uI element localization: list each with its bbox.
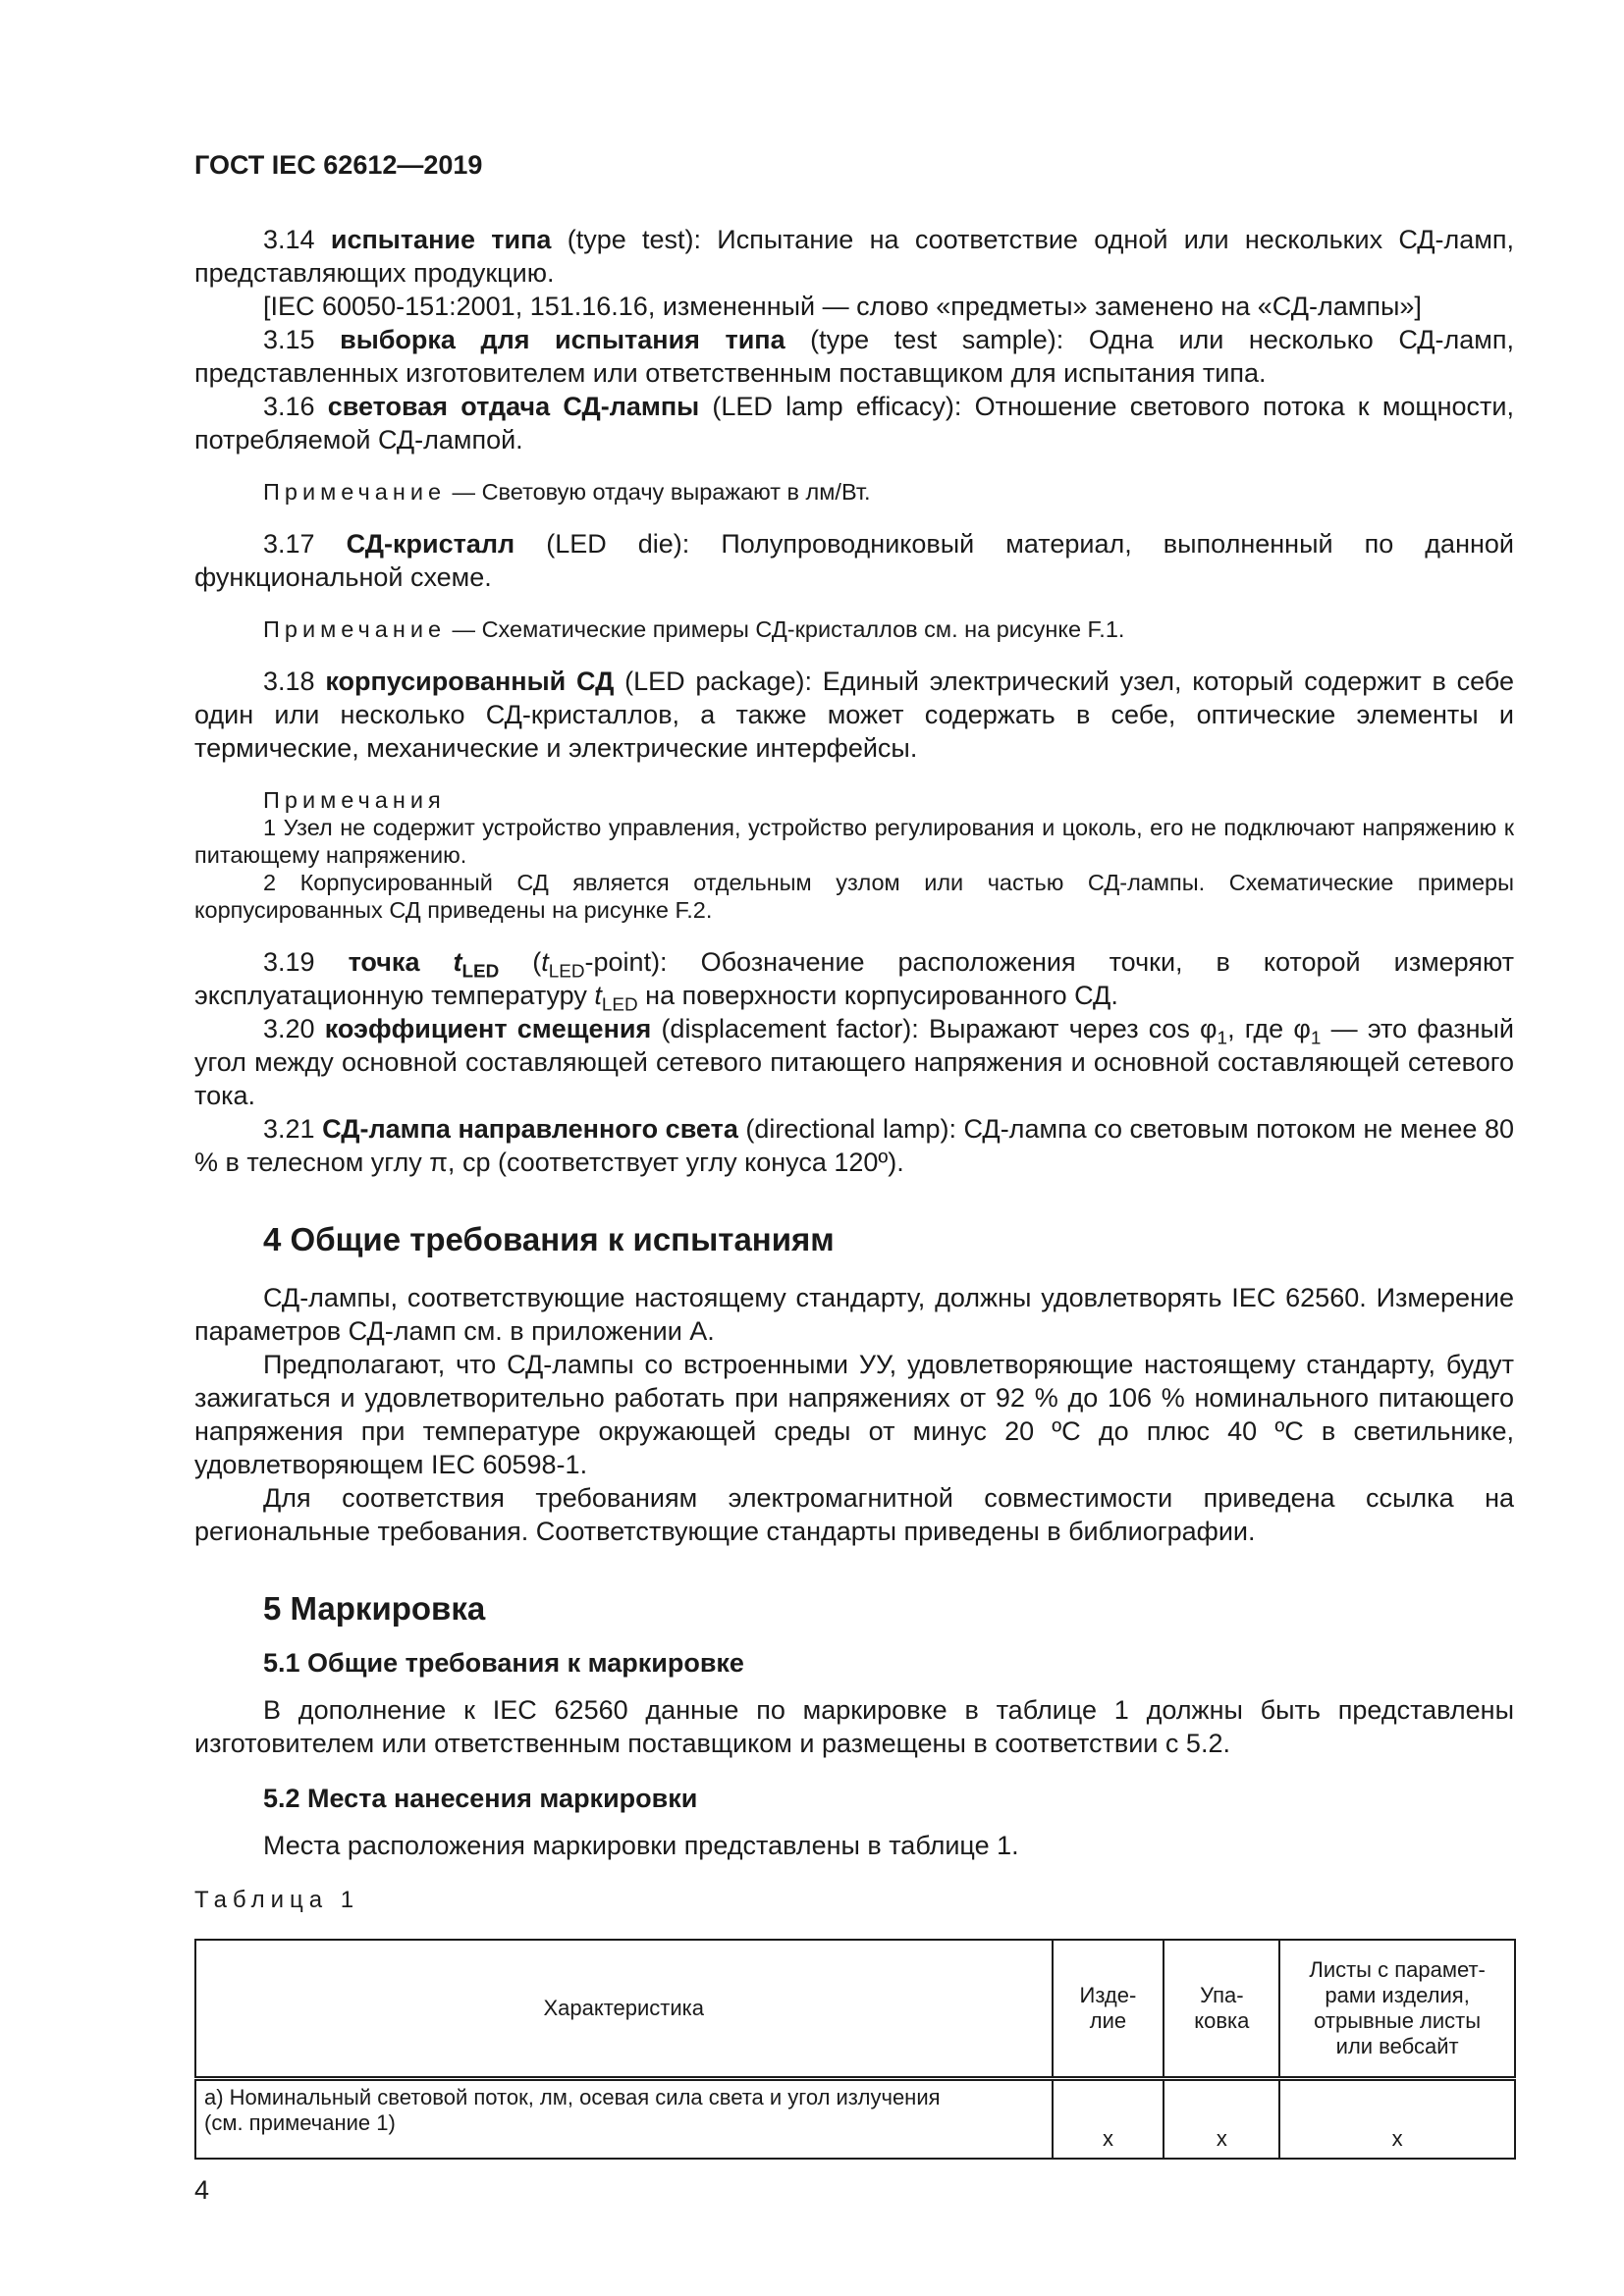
clause-3-17 (194, 527, 1514, 594)
clause-number: 3.16 (263, 392, 328, 421)
subscript-1: 1 (1217, 1028, 1228, 1049)
clause-text: (LED package): Единый электрический узел, который содержит в себе один или несколько СД-кристаллов, а также может содержать в себе, оптические элементы и термические, механические и электрические интерфейсы. (194, 667, 1514, 763)
section-5-heading: 5 Маркировка (263, 1590, 486, 1627)
clause-term: выборка для испытания типа (340, 325, 785, 354)
symbol-t: t (541, 947, 549, 977)
clause-text: на поверхности корпусированного СД. (637, 981, 1118, 1010)
clause-3-16 (194, 390, 1514, 456)
note-label: Примечание (263, 479, 447, 505)
clause-text: ( (499, 947, 542, 977)
clause-text: (type test): Испытание на соответствие одной или нескольких СД-ламп, представляющих продукцию. (194, 225, 1515, 288)
clause-text: (LED die): Полупроводниковый материал, выполненный по данной функциональной схеме. (194, 529, 1514, 592)
header-characteristic: Характеристика (195, 1940, 1053, 2079)
symbol-t: t (453, 947, 462, 977)
symbol-led-subscript: LED (601, 994, 638, 1016)
header-sheets-line-3: отрывные листы (1314, 2008, 1482, 2033)
subsection-5-2-heading: 5.2 Места нанесения маркировки (263, 1784, 698, 1813)
clause-3-18 (194, 665, 1514, 765)
header-sheets (1279, 1940, 1515, 2079)
clause-text: (displacement factor): Выражают через cos φ (651, 1014, 1218, 1043)
header-product-line-1: Изде- (1079, 1983, 1137, 2007)
note-text: — Световую отдачу выражают в лм/Вт. (446, 479, 871, 505)
page-number: 4 (194, 2175, 210, 2205)
note-text: — Схематические примеры СД-кристаллов см. на рисунке F.1. (446, 616, 1125, 642)
clause-number: 3.19 (263, 947, 349, 977)
row-product-mark: x (1053, 2079, 1164, 2160)
clause-number: 3.18 (263, 667, 326, 696)
clause-term: СД-лампа направленного света (322, 1114, 738, 1144)
header-package (1164, 1940, 1279, 2079)
table-header-row (195, 1940, 1515, 2079)
clause-number: 3.15 (263, 325, 341, 354)
notes-3-18-label (194, 786, 1514, 814)
section-4-heading: 4 Общие требования к испытаниям (263, 1221, 835, 1257)
clause-term: испытание типа (330, 225, 552, 254)
section-4-paragraph-2: Предполагают, что СД-лампы со встроенными УУ, удовлетворяющие настоящему стандарту, будут зажигаться и удовлетворительно работать при напряжениях от 92 % до 106 % номинального питающего напряжения при температуре окружающей среды от минус 20 ºС до плюс 40 ºС в светильнике, удовлетворяющем IEC 60598-1. (194, 1350, 1514, 1479)
symbol-led-subscript: LED (548, 961, 585, 983)
header-sheets-line-4: или вебсайт (1335, 2034, 1459, 2058)
page-content (194, 223, 1514, 2160)
clause-text: — это фазный угол между основной составляющей сетевого питающего напряжения и основной составляющей сетевого тока. (194, 1014, 1514, 1110)
note-3-18-2: 2 Корпусированный СД является отдельным узлом или частью СД-лампы. Схематические примеры корпусированных СД приведены на рисунке F.2. (194, 870, 1514, 923)
clause-number: 3.14 (263, 225, 331, 254)
row-characteristic-line-1: а) Номинальный световой поток, лм, осевая сила света и угол излучения (204, 2085, 941, 2109)
row-sheets-mark: x (1279, 2079, 1515, 2160)
note-3-17 (194, 615, 1514, 643)
header-sheets-line-1: Листы с парамет- (1309, 1957, 1486, 1982)
subsection-5-1-heading: 5.1 Общие требования к маркировке (263, 1648, 744, 1678)
row-characteristic-line-2: (см. примечание 1) (204, 2110, 396, 2135)
note-3-18-1: 1 Узел не содержит устройство управления, устройство регулирования и цоколь, его не подключают напряжению к питающему напряжению. (194, 815, 1514, 868)
symbol-t: t (594, 981, 602, 1010)
header-product (1053, 1940, 1164, 2079)
clause-term: коэффициент смещения (324, 1014, 652, 1043)
clause-term: световая отдача СД-лампы (327, 392, 700, 421)
clause-text: , где φ (1227, 1014, 1311, 1043)
table-row (195, 2079, 1515, 2160)
subsection-5-1-text: В дополнение к IEC 62560 данные по маркировке в таблице 1 должны быть представлены изготовителем или ответственным поставщиком и размещены в соответствии с 5.2. (194, 1695, 1514, 1758)
clause-number: 3.17 (263, 529, 347, 559)
note-label: Примечание (263, 616, 447, 642)
marking-table (194, 1939, 1516, 2160)
header-sheets-line-2: рами изделия, (1325, 1983, 1470, 2007)
header-package-line-1: Упа- (1200, 1983, 1244, 2007)
table-1-caption: Таблица 1 (194, 1887, 360, 1913)
section-4-paragraph-1: СД-лампы, соответствующие настоящему стандарту, должны удовлетворять IEC 62560. Измерение параметров СД-ламп см. в приложении А. (194, 1283, 1514, 1346)
row-package-mark: x (1164, 2079, 1279, 2160)
note-3-16 (194, 478, 1514, 506)
clause-term: корпусированный СД (325, 667, 615, 696)
clause-text: (directional lamp): СД-лампа со световым потоком не менее 80 % в телесном углу π, ср (соответствует углу конуса 120º). (194, 1114, 1514, 1177)
clause-3-19 (194, 945, 1515, 1016)
header-product-line-2: лие (1089, 2008, 1127, 2033)
clause-text: -point): Обозначение расположения точки, в которой измеряют эксплуатационную температуру (194, 947, 1515, 1010)
row-characteristic (195, 2079, 1053, 2160)
subsection-5-2-text: Места расположения маркировки представлены в таблице 1. (263, 1831, 1019, 1860)
clause-3-14-reference: [IEC 60050-151:2001, 151.16.16, измененный — слово «предметы» заменено на «СД-лампы»] (263, 292, 1422, 321)
clause-number: 3.20 (263, 1014, 325, 1043)
clause-3-21 (194, 1112, 1514, 1179)
subscript-1: 1 (1310, 1028, 1322, 1049)
clause-number: 3.21 (263, 1114, 323, 1144)
clause-text: (type test sample): Одна или несколько СД-ламп, представленных изготовителем или ответственным поставщиком для испытания типа. (194, 325, 1514, 388)
symbol-led-subscript: LED (461, 961, 500, 983)
notes-label: Примечания (263, 787, 446, 813)
clause-text: (LED lamp efficacy): Отношение светового потока к мощности, потребляемой СД-лампой. (194, 392, 1514, 454)
clause-term: СД-кристалл (346, 529, 515, 559)
header-package-line-2: ковка (1194, 2008, 1250, 2033)
standard-code-header: ГОСТ IEC 62612—2019 (194, 150, 483, 180)
clause-3-14 (194, 223, 1514, 290)
clause-3-20 (194, 1012, 1514, 1112)
clause-3-15 (194, 323, 1514, 390)
section-4-paragraph-3: Для соответствия требованиям электромагнитной совместимости приведена ссылка на региональные требования. Соответствующие стандарты приведены в библиографии. (194, 1483, 1514, 1546)
clause-term: точка (348, 947, 454, 977)
